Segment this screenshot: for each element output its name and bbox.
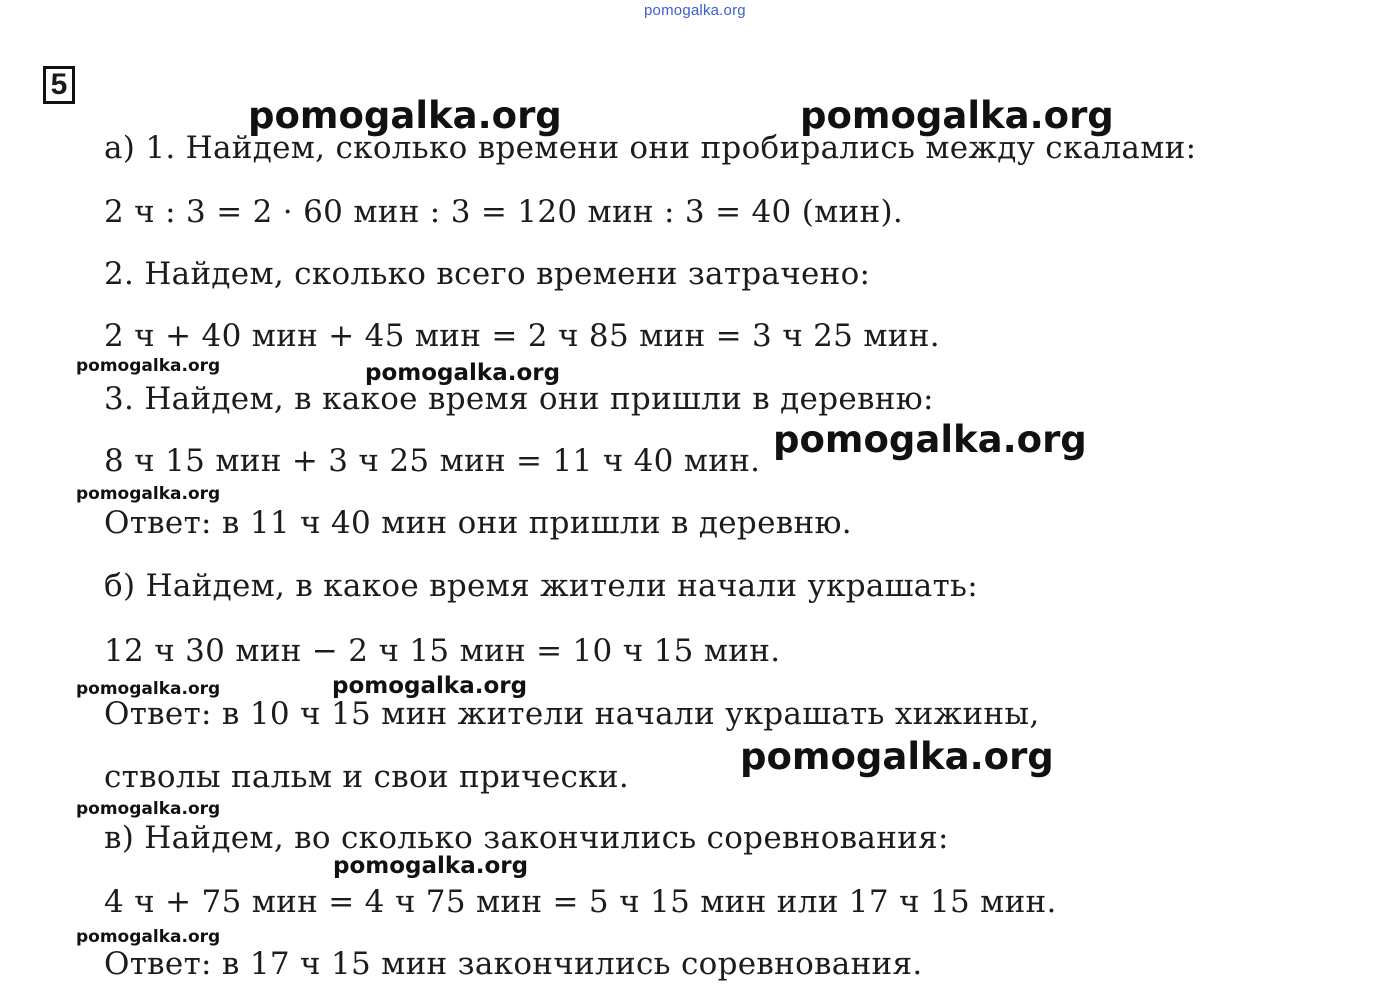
watermark: pomogalka.org [76, 679, 221, 699]
solution-line: стволы пальм и свои прически. [104, 759, 629, 795]
solution-line: 12 ч 30 мин − 2 ч 15 мин = 10 ч 15 мин. [104, 633, 781, 669]
solution-line: 2. Найдем, сколько всего времени затрачено: [104, 256, 871, 292]
watermark: pomogalka.org [76, 927, 221, 947]
watermark: pomogalka.org [248, 94, 562, 137]
watermark: pomogalka.org [740, 735, 1054, 778]
watermark: pomogalka.org [76, 484, 221, 504]
solution-line: в) Найдем, во сколько закончились соревнования: [104, 820, 949, 856]
solution-line: 2 ч : 3 = 2 · 60 мин : 3 = 120 мин : 3 = 40 (мин). [104, 194, 904, 230]
solution-line: Ответ: в 11 ч 40 мин они пришли в деревню. [104, 505, 852, 541]
solution-line: 2 ч + 40 мин + 45 мин = 2 ч 85 мин = 3 ч 25 мин. [104, 318, 940, 354]
solution-line: а) 1. Найдем, сколько времени они пробирались между скалами: [104, 130, 1197, 166]
watermark: pomogalka.org [773, 418, 1087, 461]
watermark: pomogalka.org [333, 853, 529, 879]
solution-line: Ответ: в 17 ч 15 мин закончились соревнования. [104, 946, 923, 982]
task-number-box: 5 [43, 66, 75, 104]
solution-line: Ответ: в 10 ч 15 мин жители начали украшать хижины, [104, 696, 1040, 732]
header-watermark: pomogalka.org [644, 2, 746, 19]
solution-line: 8 ч 15 мин + 3 ч 25 мин = 11 ч 40 мин. [104, 443, 761, 479]
watermark: pomogalka.org [332, 673, 528, 699]
watermark: pomogalka.org [76, 356, 221, 376]
solution-line: 3. Найдем, в какое время они пришли в деревню: [104, 381, 934, 417]
solution-line: б) Найдем, в какое время жители начали украшать: [104, 568, 978, 604]
watermark: pomogalka.org [800, 94, 1114, 137]
watermark: pomogalka.org [365, 360, 561, 386]
watermark: pomogalka.org [76, 799, 221, 819]
solution-line: 4 ч + 75 мин = 4 ч 75 мин = 5 ч 15 мин или 17 ч 15 мин. [104, 884, 1057, 920]
